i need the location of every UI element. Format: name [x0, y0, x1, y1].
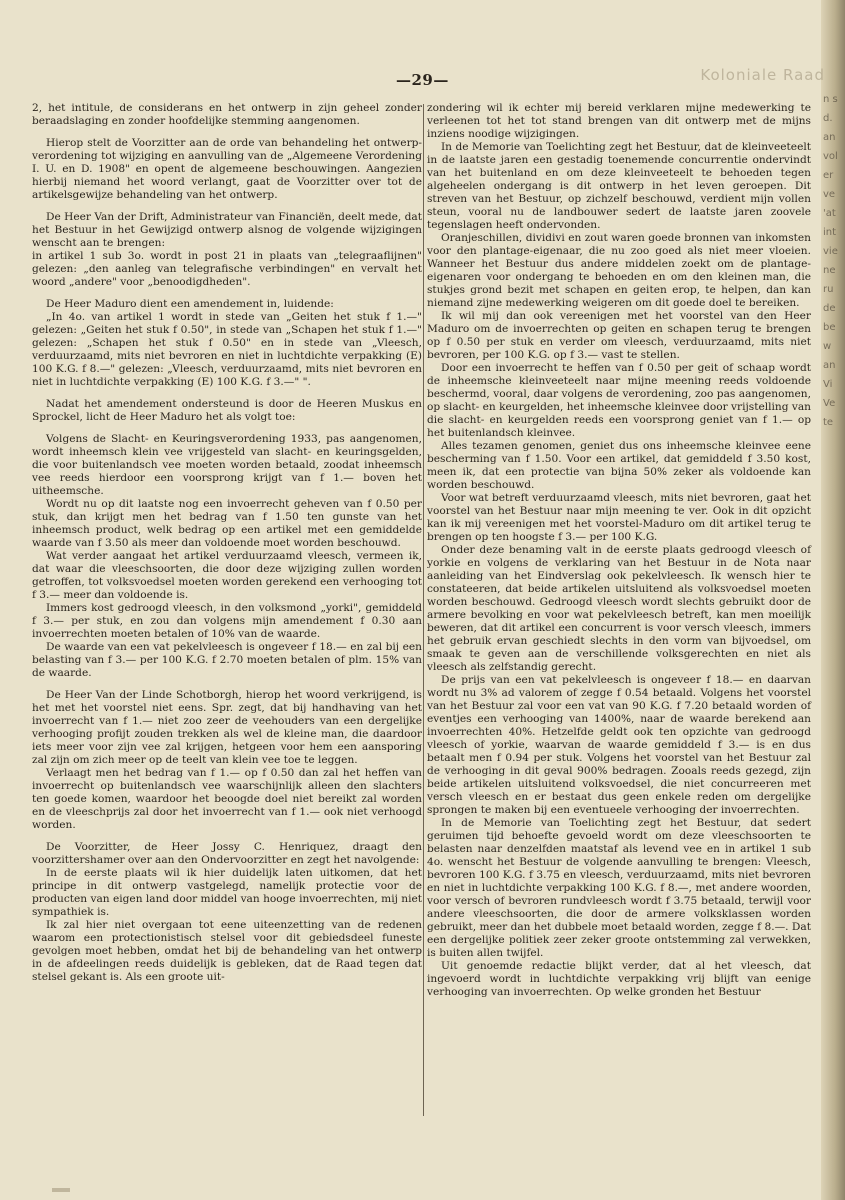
left-column [32, 102, 422, 984]
paragraph: 2, het intitule, de considerans en het ontwerp in zijn geheel zonder beraadslaging en zonder hoofdelijke stemming aangenomen. [32, 102, 422, 127]
paragraph: Oranjeschillen, dividivi en zout waren goede bronnen van inkomsten voor den plantage-eigenaar, die nu zoo goed als niet meer vloeien. Wanneer het Bestuur dus andere middelen zoekt om de plantage-eigenaren voor ondergang te behoeden en om den kleinen man, die stukjes grond bezit met schapen en geiten erop, te helpen, dan kan niemand zijne medewerking weigeren om dit goede doel te bereiken. [427, 232, 811, 309]
bleed-through-header: Koloniale Raad [700, 66, 825, 84]
paragraph: De Voorzitter, de Heer Jossy C. Henriquez, draagt den voorzittershamer over aan den Ondervoorzitter en zegt het navolgende: [32, 841, 422, 866]
paragraph: In de eerste plaats wil ik hier duidelijk laten uitkomen, dat het principe in dit ontwerp vastgelegd, namelijk protectie voor de producten van eigen land door middel van hooge invoerrechten, mij niet sympathiek is. [32, 867, 422, 918]
paragraph: Ik zal hier niet overgaan tot eene uiteenzetting van de redenen waarom een protectionistisch stelsel voor dit gebiedsdeel funeste gevolgen moet hebben, omdat het bij de behandeling van het ontwerp in de afdeelingen reeds duidelijk is gebleken, dat de Raad tegen dat stelsel gekant is. Als een groote uit- [32, 919, 422, 983]
paragraph: Hierop stelt de Voorzitter aan de orde van behandeling het ontwerp-verordening tot wijziging en aanvulling van de „Algemeene Verordening I. U. en D. 1908" en opent de algemeene beschouwingen. Aangezien hierbij niemand het woord verlangt, gaat de Voorzitter over tot de artikelsgewijze behandeling van het ontwerp. [32, 137, 422, 201]
paragraph: De Heer Van der Drift, Administrateur van Financiën, deelt mede, dat het Bestuur in het Gewijzigd ontwerp alsnog de volgende wijzigingen wenscht aan te brengen: [32, 211, 422, 249]
bleed-margin-text: n s d. an vol er ve 'at int vie ne ru de be w an Vi Ve te [823, 94, 838, 428]
paragraph: zondering wil ik echter mij bereid verklaren mijne medewerking te verleenen tot het tot stand brengen van dit ontwerp met de mijns inziens noodige wijzigingen. [427, 102, 811, 140]
paragraph: Nadat het amendement ondersteund is door de Heeren Muskus en Sprockel, licht de Heer Maduro het als volgt toe: [32, 398, 422, 423]
paragraph: Alles tezamen genomen, geniet dus ons inheemsche kleinvee eene bescherming van f 1.50. Voor een artikel, dat gemiddeld f 3.50 kost, meen ik, dat een protectie van bijna 50% zeker als voldoende kan worden beschouwd. [427, 440, 811, 491]
paragraph: Voor wat betreft verduurzaamd vleesch, mits niet bevroren, gaat het voorstel van het Bestuur naar mijn meening te ver. Ook in dit opzicht kan ik mij vereenigen met het voorstel-Maduro om dit artikel terug te brengen op ten hoogste f 3.— per 100 K.G. [427, 492, 811, 543]
page-number: —29— [396, 71, 449, 89]
paragraph: Door een invoerrecht te heffen van f 0.50 per geit of schaap wordt de inheemsche kleinveeteelt naar mijne meening reeds voldoende beschermd, vooral, daar volgens de verordening, zoo pas aangenomen, op slacht- en keurgelden, het inheemsche kleinvee door vrijstelling van die slacht- en keurgelden reeds een voorsprong geniet van f 1.— op het buitenlandsch kleinvee. [427, 362, 811, 439]
paragraph: De prijs van een vat pekelvleesch is ongeveer f 18.— en daarvan wordt nu 3% ad valorem of zegge f 0.54 betaald. Volgens het voorstel van het Bestuur zal voor een vat van 90 K.G. f 7.20 betaald worden of eventjes een verhooging van 1400%, naar de waarde berekend aan invoerrechten 40%. Hetzelfde geldt ook ten opzichte van gedroogd vleesch of yorkie, waarvan de waarde gemiddeld f 3.— is en dus betaalt men f 0.94 per stuk. Volgens het voorstel van het Bestuur zal de verhooging in dit geval 900% bedragen. Zooals reeds gezegd, zijn beide artikelen uitsluitend volksvoedsel, die niet concurreeren met versch vleesch en er bestaat dus geen enkele reden om dergelijke sprongen te maken bij een eventueele verhooging der invoerrechten. [427, 674, 811, 816]
column-divider [423, 104, 424, 1116]
paragraph: Volgens de Slacht- en Keuringsverordening 1933, pas aangenomen, wordt inheemsch klein vee vrijgesteld van slacht- en keuringsgelden, die voor buitenlandsch vee moeten worden betaald, zoodat inheemsch vee reeds hierdoor een voorsprong krijgt van f 1.— boven het uitheemsche. [32, 433, 422, 497]
right-column [427, 102, 811, 999]
paragraph: In de Memorie van Toelichting zegt het Bestuur, dat sedert geruimen tijd behoefte gevoeld wordt om deze vleeschsoorten te belasten naar denzelfden maatstaf als levend vee en in artikel 1 sub 4o. wenscht het Bestuur de volgende aanvulling te brengen: Vleesch, bevroren 100 K.G. f 3.75 en vleesch, verduurzaamd, mits niet bevroren en niet in luchtdichte verpakking 100 K.G. f 8.—, met andere woorden, voor versch of bevroren rundvleesch wordt f 3.75 betaald, terwijl voor andere vleeschsoorten, die door de armere volksklassen worden gebruikt, meer dan het dubbele moet betaald worden, zegge f 8.—. Dat een dergelijke politiek zeer zeker groote ontstemming zal verwekken, is buiten allen twijfel. [427, 817, 811, 959]
paragraph: De Heer Van der Linde Schotborgh, hierop het woord verkrijgend, is het met het voorstel niet eens. Spr. zegt, dat bij handhaving van het invoerrecht van f 1.— niet zoo zeer de veehouders van een dergelijke verhooging profijt zouden trekken als wel de kleine man, die daardoor iets meer voor zijn vee zal krijgen, hetgeen voor hem een aansporing zal zijn om zich meer op de teelt van klein vee toe te leggen. [32, 689, 422, 766]
footer-mark [52, 1188, 70, 1192]
paragraph: „In 4o. van artikel 1 wordt in stede van „Geiten het stuk f 1.—" gelezen: „Geiten het stuk f 0.50", in stede van „Schapen het stuk f 1.—" gelezen: „Schapen het stuk f 0.50" en in stede van „Vleesch, verduurzaamd, mits niet bevroren en niet in luchtdichte verpakking (E) 100 K.G. f 8.—" gelezen: „Vleesch, verduurzaamd, mits niet bevroren en niet in luchtdichte verpakking (E) 100 K.G. f 3.—" ". [32, 311, 422, 388]
paragraph: De Heer Maduro dient een amendement in, luidende: [46, 298, 334, 310]
paragraph: De waarde van een vat pekelvleesch is ongeveer f 18.— en zal bij een belasting van f 3.— per 100 K.G. f 2.70 moeten betalen of plm. 15% van de waarde. [32, 641, 422, 679]
paragraph: Wat verder aangaat het artikel verduurzaamd vleesch, vermeen ik, dat waar die vleeschsoorten, die door deze wijziging zullen worden getroffen, tot volksvoedsel moeten worden gerekend een verhooging tot f 3.— meer dan voldoende is. [32, 550, 422, 601]
paragraph: Verlaagt men het bedrag van f 1.— op f 0.50 dan zal het heffen van invoerrecht op buitenlandsch vee waarschijnlijk alleen den slachters ten goede komen, waardoor het beoogde doel niet bereikt zal worden en de vleeschprijs zal door het invoerrecht van f 1.— ook niet verhoogd worden. [32, 767, 422, 831]
paragraph: Ik wil mij dan ook vereenigen met het voorstel van den Heer Maduro om de invoerrechten op geiten en schapen terug te brengen op f 0.50 per stuk en verder om vleesch, verduurzaamd, mits niet bevroren, per 100 K.G. op f 3.— vast te stellen. [427, 310, 811, 361]
paragraph: Wordt nu op dit laatste nog een invoerrecht geheven van f 0.50 per stuk, dan krijgt men het bedrag van f 1.50 ten gunste van het inheemsch product, welk bedrag op een artikel met een gemiddelde waarde van f 3.50 als meer dan voldoende moet worden beschouwd. [32, 498, 422, 549]
paragraph: in artikel 1 sub 3o. wordt in post 21 in plaats van „telegraaflijnen" gelezen: „den aanleg van telegrafische verbindingen" en vervalt het woord „andere" voor „benoodigdheden". [32, 250, 422, 288]
paragraph: In de Memorie van Toelichting zegt het Bestuur, dat de kleinveeteelt in de laatste jaren een gestadig toenemende concurrentie ondervindt van het buitenland en om deze kleinveeteelt te behoeden tegen algeheelen ondergang is dit ontwerp in het leven geroepen. Dit streven van het Bestuur, op zichzelf beschouwd, verdient mijn vollen steun, vooral nu de landbouwer sedert de laatste jaren zoovele tegenslagen heeft ondervonden. [427, 141, 811, 231]
paragraph: Immers kost gedroogd vleesch, in den volksmond „yorki", gemiddeld f 3.— per stuk, en zou dan volgens mijn amendement f 0.30 aan invoerrechten moeten betalen of 10% van de waarde. [32, 602, 422, 640]
paragraph: Uit genoemde redactie blijkt verder, dat al het vleesch, dat ingevoerd wordt in luchtdichte verpakking vrij blijft van eenige verhooging van invoerrechten. Op welke gronden het Bestuur [427, 960, 811, 998]
paragraph: Onder deze benaming valt in de eerste plaats gedroogd vleesch of yorkie en volgens de verklaring van het Bestuur in de Nota naar aanleiding van het Eindverslag ook pekelvleesch. Ik wensch hier te constateeren, dat beide artikelen uitsluitend als volksvoedsel moeten worden beschouwd. Gedroogd vleesch wordt slechts gebruikt door de armere bevolking en voor wat pekelvleesch betreft, kan men moeilijk beweren, dat dit artikel een concurrent is voor versch vleesch, immers het gebruik ervan geschiedt slechts in den vorm van bijvoedsel, om smaak te geven aan de verschillende volksgerechten en niet als vleesch als zelfstandig gerecht. [427, 544, 811, 673]
